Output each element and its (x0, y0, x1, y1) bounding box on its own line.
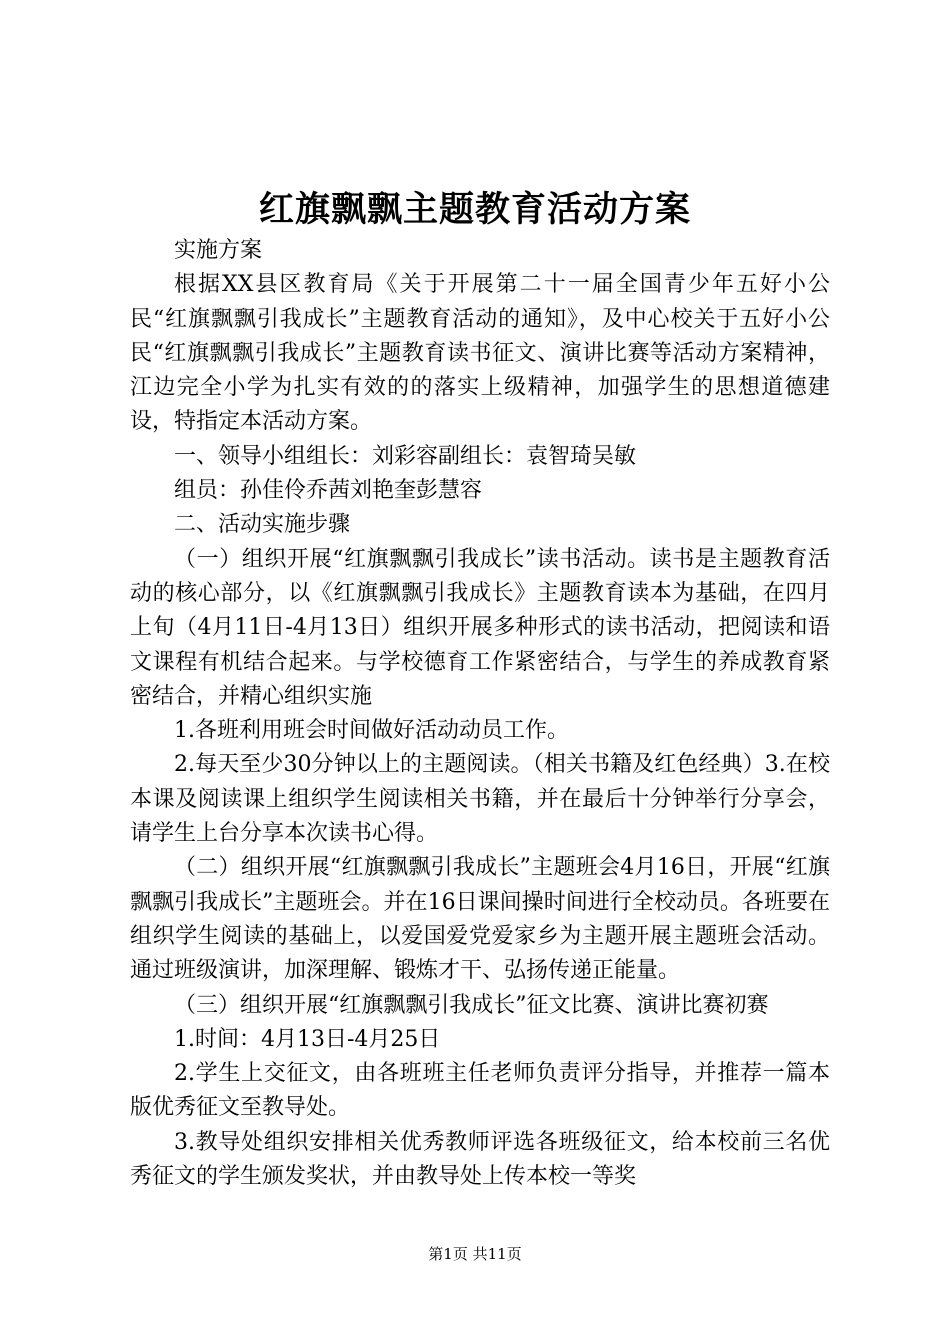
paragraph: 实施方案 (174, 238, 263, 263)
paragraph: 1.时间：4月13日-4月25日 (174, 1026, 441, 1052)
page-footer: 第1页 共11页 (428, 1245, 522, 1263)
paragraph: 组员：孙佳伶乔茜刘艳奎彭慧容 (174, 478, 483, 504)
paragraph: 1.各班利用班会时间做好活动动员工作。 (174, 718, 569, 744)
paragraph: 2.学生上交征文，由各班班主任老师负责评分指导，并推荐一篇本版优秀征文至教导处。 (130, 1061, 830, 1121)
paragraph: 2.每天至少30分钟以上的主题阅读。（相关书籍及红色经典）3.在校本课及阅读课上组织学生阅读相关书籍，并在最后十分钟举行分享会，请学生上台分享本次读书心得。 (130, 752, 830, 847)
paragraph: 二、活动实施步骤 (174, 512, 351, 538)
document-body (130, 234, 830, 1194)
paragraph: （二）组织开展“红旗飘飘引我成长”主题班会4月16日，开展“红旗飘飘引我成长”主题班会。并在16日课间操时间进行全校动员。各班要在组织学生阅读的基础上，以爱国爱党爱家乡为主题开展主题班会活动。通过班级演讲，加深理解、锻炼才干、弘扬传递正能量。 (130, 855, 830, 984)
paragraph: （三）组织开展“红旗飘飘引我成长”征文比赛、演讲比赛初赛 (174, 992, 769, 1018)
document-title: 红旗飘飘主题教育活动方案 (258, 189, 691, 230)
paragraph: 3.教导处组织安排相关优秀教师评选各班级征文，给本校前三名优秀征文的学生颁发奖状，并由教导处上传本校一等奖 (130, 1129, 830, 1190)
paragraph: 一、领导小组组长：刘彩容副组长：袁智琦吴敏 (174, 443, 637, 469)
paragraph: 根据XX县区教育局《关于开展第二十一届全国青少年五好小公民“红旗飘飘引我成长”主题教育活动的通知》，及中心校关于五好小公民“红旗飘飘引我成长”主题教育读书征文、演讲比赛等活动方案精神，江边完全小学为扎实有效的的落实上级精神，加强学生的思想道德建设，特指定本活动方案。 (130, 272, 830, 435)
paragraph: （一）组织开展“红旗飘飘引我成长”读书活动。读书是主题教育活动的核心部分，以《红旗飘飘引我成长》主题教育读本为基础，在四月上旬（4月11日-4月13日）组织开展多种形式的读书活动，把阅读和语文课程有机结合起来。与学校德育工作紧密结合，与学生的养成教育紧密结合，并精心组织实施 (130, 546, 830, 709)
